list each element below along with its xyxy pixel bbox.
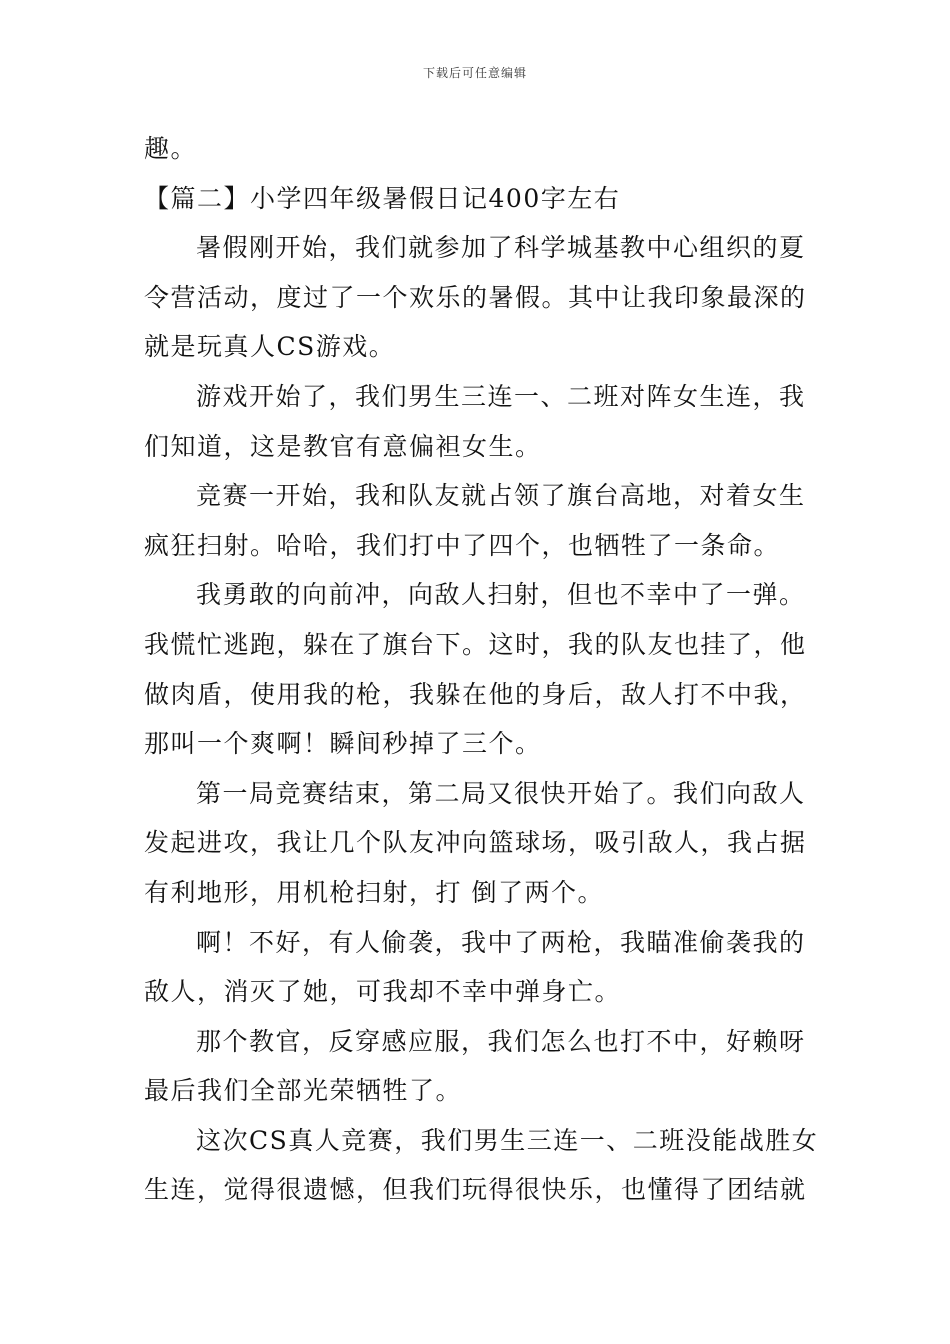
text-line: 那叫一个爽啊！瞬间秒掉了三个。 — [144, 729, 542, 759]
text-line: 就是玩真人CS游戏。 — [144, 332, 396, 362]
page-header-note: 下载后可任意编辑 — [422, 66, 527, 80]
text-line: 趣。 — [144, 134, 198, 163]
text-line: 疯狂扫射。哈哈，我们打中了四个，也牺牲了一条命。 — [144, 530, 781, 560]
text-line: 有利地形，用机枪扫射，打 倒了两个。 — [144, 877, 604, 907]
text-line: 第一局竞赛结束，第二局又很快开始了。我们向敌人 — [196, 778, 806, 808]
text-line: 敌人，消灭了她，可我却不幸中弹身亡。 — [144, 977, 622, 1007]
section-heading: 【篇二】小学四年级暑假日记400字左右 — [144, 183, 621, 213]
text-line: 竞赛一开始，我和队友就占领了旗台高地，对着女生 — [196, 481, 806, 511]
text-line: 我慌忙逃跑，躲在了旗台下。这时，我的队友也挂了，他 — [144, 629, 807, 659]
text-line: 我勇敢的向前冲，向敌人扫射，但也不幸中了一弹。 — [196, 580, 806, 610]
text-line: 暑假刚开始，我们就参加了科学城基教中心组织的夏 — [196, 233, 806, 263]
document-body — [144, 124, 819, 1215]
text-line: 生连，觉得很遗憾，但我们玩得很快乐，也懂得了团结就 — [144, 1175, 807, 1205]
text-line: 们知道，这是教官有意偏袒女生。 — [144, 431, 542, 461]
text-line: 发起进攻，我让几个队友冲向篮球场，吸引敌人，我占据 — [144, 828, 807, 858]
text-line: 游戏开始了，我们男生三连一、二班对阵女生连，我 — [196, 381, 806, 411]
text-line: 这次CS真人竞赛，我们男生三连一、二班没能战胜女 — [196, 1125, 819, 1155]
text-line: 啊！不好，有人偷袭，我中了两枪，我瞄准偷袭我的 — [196, 927, 806, 957]
text-line: 做肉盾，使用我的枪，我躲在他的身后，敌人打不中我， — [144, 679, 807, 709]
text-line: 最后我们全部光荣牺牲了。 — [144, 1076, 463, 1106]
text-line: 那个教官，反穿感应服，我们怎么也打不中，好赖呀 — [196, 1026, 806, 1056]
text-line: 令营活动，度过了一个欢乐的暑假。其中让我印象最深的 — [144, 282, 807, 312]
